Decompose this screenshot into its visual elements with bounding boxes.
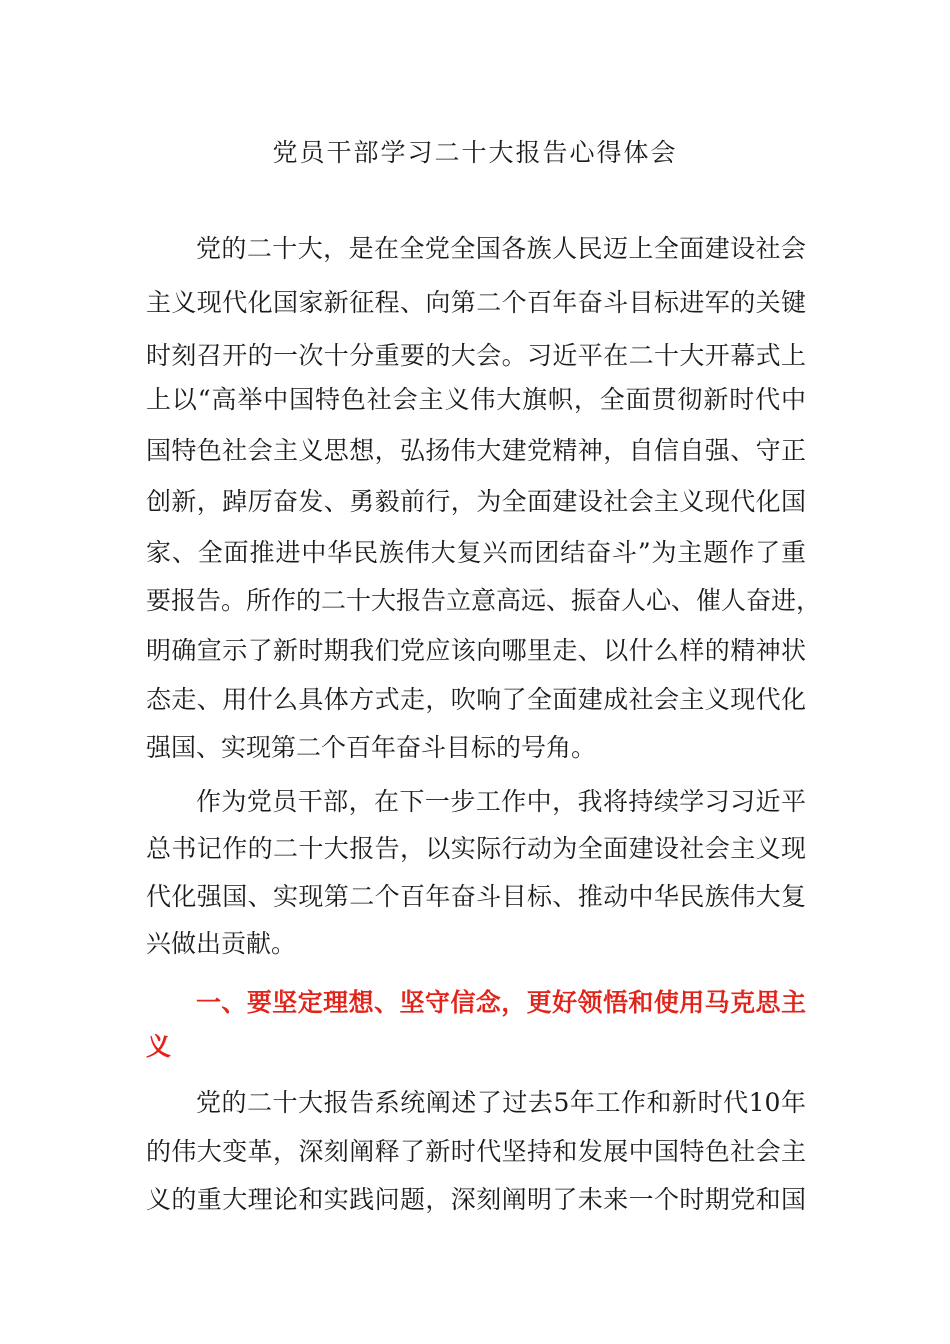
paragraph-line: 作为党员干部，在下一步工作中，我将持续学习习近平 [196,787,806,816]
paragraph-line: 要报告。所作的二十大报告立意高远、振奋人心、催人奋进， [146,586,822,615]
paragraph-line: 国特色社会主义思想，弘扬伟大建党精神，自信自强、守正 [146,436,806,465]
paragraph-line: 时刻召开的一次十分重要的大会。习近平在二十大开幕式上 [146,341,806,370]
paragraph-line: 义的重大理论和实践问题，深刻阐明了未来一个时期党和国 [146,1185,806,1214]
paragraph-line: 强国、实现第二个百年奋斗目标的号角。 [146,733,597,762]
paragraph-line: 家、全面推进中华民族伟大复兴而团结奋斗”为主题作了重 [146,538,806,567]
paragraph-line: 主义现代化国家新征程、向第二个百年奋斗目标进军的关键 [146,288,806,317]
paragraph-line: 党的二十大报告系统阐述了过去5年工作和新时代10年 [196,1088,806,1117]
paragraph-line: 党的二十大，是在全党全国各族人民迈上全面建设社会 [196,234,806,263]
paragraph-line: 代化强国、实现第二个百年奋斗目标、推动中华民族伟大复 [146,882,806,911]
paragraph-line: 兴做出贡献。 [146,929,297,958]
paragraph-line: 创新，踔厉奋发、勇毅前行，为全面建设社会主义现代化国 [146,487,806,516]
paragraph-line: 上以“高举中国特色社会主义伟大旗帜，全面贯彻新时代中 [146,385,806,414]
section-heading: 一、要坚定理想、坚守信念，更好领悟和使用马克思主 [196,988,806,1017]
section-heading: 义 [146,1032,172,1061]
paragraph-line: 明确宣示了新时期我们党应该向哪里走、以什么样的精神状 [146,636,806,665]
paragraph-line: 态走、用什么具体方式走，吹响了全面建成社会主义现代化 [146,685,806,714]
paragraph-line: 的伟大变革，深刻阐释了新时代坚持和发展中国特色社会主 [146,1137,806,1166]
document-title: 党员干部学习二十大报告心得体会 [272,138,678,167]
paragraph-line: 总书记作的二十大报告，以实际行动为全面建设社会主义现 [146,834,806,863]
